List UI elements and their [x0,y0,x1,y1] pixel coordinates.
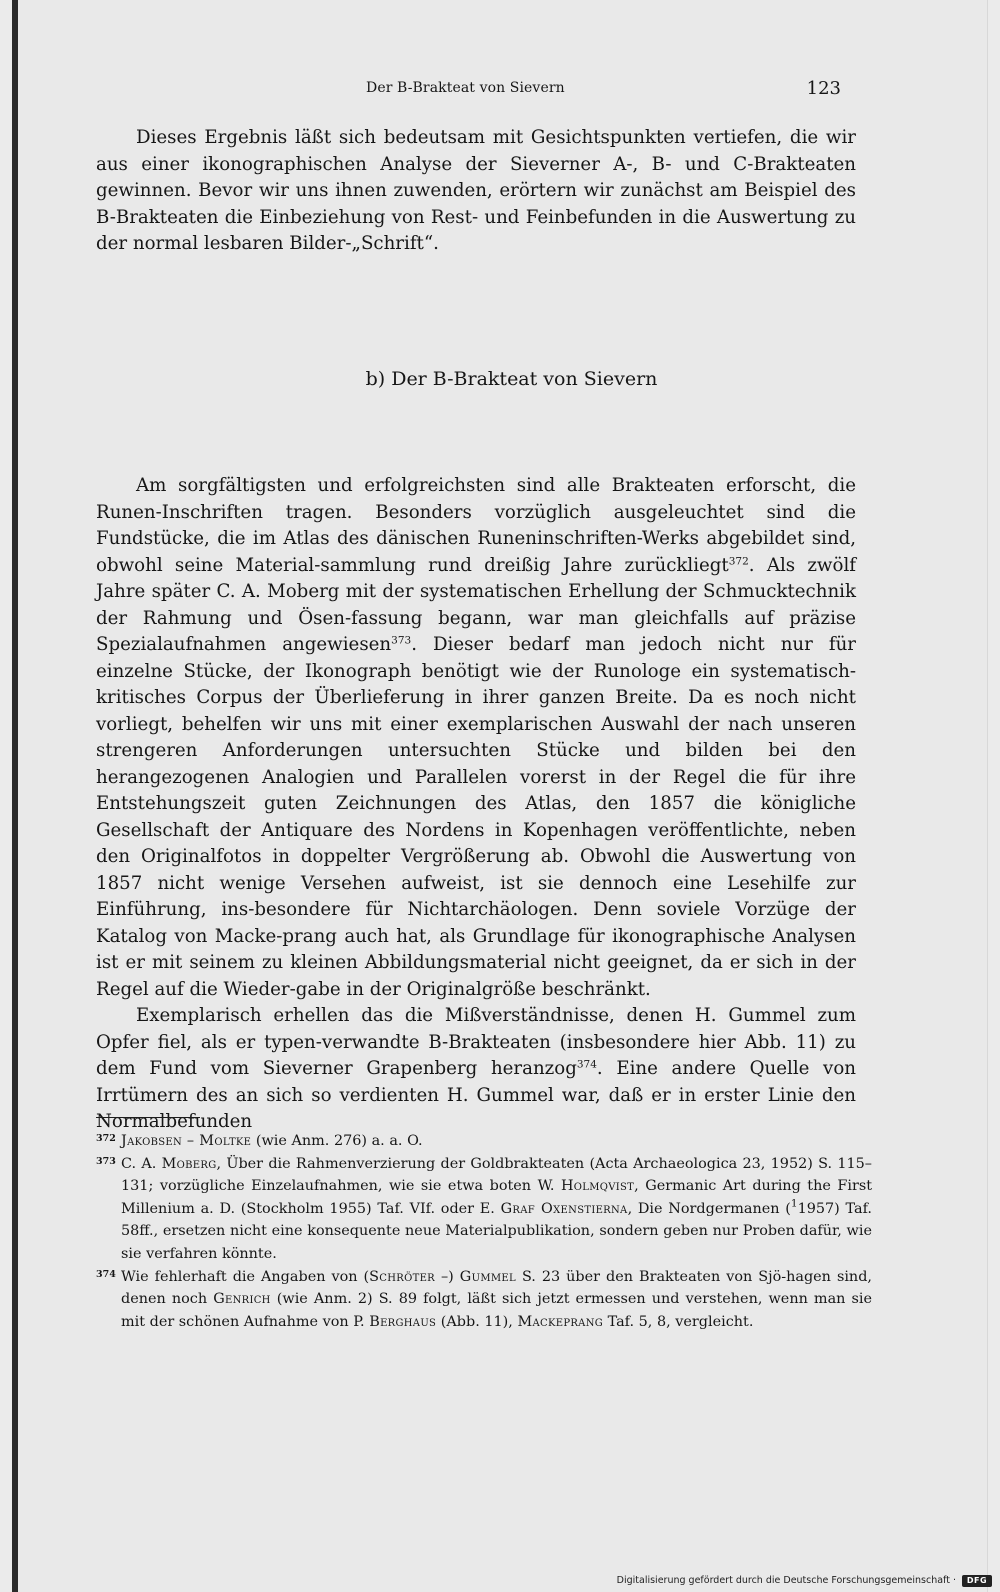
page-number: 123 [806,78,841,99]
footnote-author: Holmqvist [560,1178,635,1195]
footnote-text: , Über die Rahmenverzierung der Goldbrakteaten (Acta Archaeologica 23, 1952) S. 115–131; vorzügliche Einzelaufnahmen, wie sie etwa boten W. [121,1155,873,1195]
footnote-ref-373[interactable]: 373 [391,634,412,647]
main-text [96,473,856,1136]
paragraph-2-part-a: Exemplarisch erhellen das die Mißverständnisse, denen H. Gummel zum Opfer fiel, als er typen-verwandte B-Brakteaten (insbesondere hier Abb. 11) zu dem Fund vom Sieverner Grapenberg heranzog [96,1005,856,1079]
footnote-author: Schröter [369,1268,435,1285]
footnote-text: , Die Nordgermanen ( [627,1200,791,1217]
intro-paragraph [96,125,856,258]
paragraph-1-part-a: Am sorgfältigsten und erfolgreichsten sind alle Brakteaten erforscht, die Runen-Inschriften tragen. Besonders vorzüglich ausgeleuchtet sind die Fundstücke, die im Atlas des dänischen Runeninschriften-Werks abgebildet sind, obwohl seine Material-sammlung rund dreißig Jahre zurückliegt [96,475,856,576]
footnote-text: (wie Anm. 2) S. 89 folgt, läßt sich jetzt ermessen und verstehen, wenn man sie mit der schönen Aufnahme von P. [121,1291,872,1330]
paragraph-2 [96,1003,856,1136]
footnote-text: Taf. 5, 8, vergleicht. [603,1313,754,1330]
footnote-author: Mackeprang [517,1313,604,1330]
footnote-ref-374[interactable]: 374 [576,1058,597,1071]
footnote-author: Genrich [213,1291,271,1308]
footnote-text: Wie fehlerhaft die Angaben von ( [121,1268,370,1285]
intro-paragraph-text: Dieses Ergebnis läßt sich bedeutsam mit Gesichtspunkten vertiefen, die wir aus einer ikonographischen Analyse der Sieverner A-, B- und C-Brakteaten gewinnen. Bevor wir uns ihnen zuwenden, erörtern wir zunächst am Beispiel des B-Brakteaten die Einbeziehung von Rest- und Feinbefunden in die Auswertung zu der normal lesbaren Bilder-„Schrift“. [96,127,856,254]
paragraph-1-part-b: . Als zwölf Jahre später C. A. Moberg mit der systematischen Erhellung der Schmucktechnik der Rahmung und Ösen-fassung begann, war man gleichfalls auf präzise Spezialaufnahmen angewiesen [96,554,856,655]
paragraph-1 [96,473,856,1003]
footnote-number: 373 [96,1155,116,1167]
footnote-text: S. 23 über den Brakteaten von Sjö-hagen sind, denen noch [121,1268,872,1308]
footnote-372 [96,1130,872,1153]
footnote-text: (Abb. 11), [436,1313,518,1330]
footnote-text: –) [435,1268,460,1285]
footnote-ref-372[interactable]: 372 [728,555,749,568]
footnote-text: , Germanic Art during the First Millenium a. D. (Stockholm 1955) Taf. VIf. oder E. [121,1178,872,1217]
footnote-number: 372 [96,1133,116,1144]
footnotes [96,1130,872,1333]
running-header [18,78,987,106]
digitization-credit: Digitalisierung gefördert durch die Deutsche Forschungsgemeinschaft · [616,1575,956,1586]
footnote-number: 374 [96,1268,116,1280]
footnote-author: Graf Oxenstierna [500,1200,628,1217]
footnote-373 [96,1153,872,1266]
paragraph-2-part-b: . Eine andere Quelle von Irrtümern des an sich so verdienten H. Gummel war, daß er in erster Linie den Normalbefunden [96,1058,856,1132]
book-page [12,0,988,1592]
dfg-logo [962,1575,992,1587]
footnote-author: Jakobsen – Moltke [121,1133,252,1149]
footnote-author: Berghaus [369,1313,437,1330]
section-heading: b) Der B-Brakteat von Sievern [365,368,658,390]
footnote-374 [96,1266,872,1334]
edition-superscript: 1 [790,1197,798,1210]
dfg-logo-text: DFG [966,1576,988,1585]
footnote-text: (wie Anm. 276) a. a. O. [251,1133,423,1149]
footnote-author: Gummel [459,1268,516,1285]
footnote-text: C. A. [121,1155,162,1172]
running-title: Der B-Brakteat von Sievern [366,80,565,96]
paragraph-1-part-c: . Dieser bedarf man jedoch nicht nur für einzelne Stücke, der Ikonograph benötigt wie der Runologe ein systematisch-kritisches Corpus der Überlieferung in ihrer ganzen Breite. Da es noch nicht vorliegt, behelfen wir uns mit einer exemplarischen Auswahl der nach unseren strengeren Anforderungen untersuchten Stücke und bilden bei den herangezogenen Analogien und Parallelen vorerst in der Regel die für ihre Entstehungszeit guten Zeichnungen des Atlas, den 1857 die königliche Gesellschaft der Antiquare des Nordens in Kopenhagen veröffentlichte, neben den Originalfotos in doppelter Vergrößerung ab. Obwohl die Auswertung von 1857 nicht wenige Versehen aufweist, ist sie dennoch eine Lesehilfe zur Einführung, ins-besondere für Nichtarchäologen. Denn soviele Vorzüge der Katalog von Macke-prang auch hat, als Grundlage für ikonographische Analysen ist er mit seinem zu kleinen Abbildungsmaterial nicht geeignet, da er sich in der Regel auf die Wieder-gabe in der Originalgröße beschränkt. [96,634,856,1000]
footnote-text: 1957) Taf. 58ff., ersetzen nicht eine konsequente neue Materialpublikation, sondern geben nur Proben dafür, wie sie verfahren könnte. [121,1200,872,1262]
footnote-author: Moberg [161,1155,217,1172]
footnote-divider [96,1117,200,1118]
